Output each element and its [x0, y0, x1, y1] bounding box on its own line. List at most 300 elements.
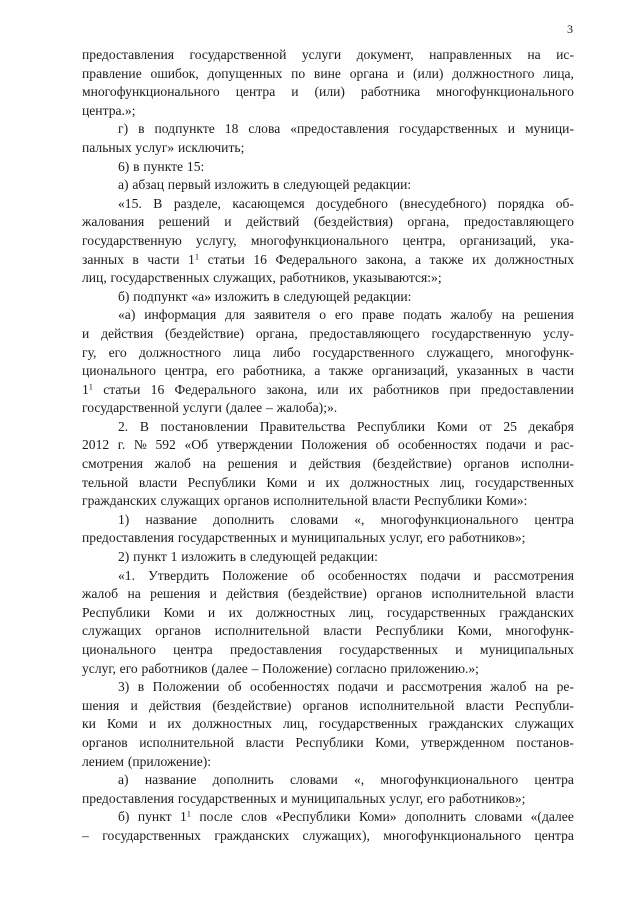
- word: Федерального: [275, 251, 358, 267]
- word: (внесудебного): [399, 195, 487, 211]
- word: исполнительной: [273, 493, 369, 509]
- word: ционального: [82, 363, 156, 379]
- word: подать: [403, 307, 442, 323]
- word: дополнить: [212, 772, 274, 788]
- word: центра: [173, 642, 213, 657]
- word: шения: [82, 697, 120, 713]
- word: многофункционального: [250, 232, 389, 248]
- word: в: [133, 158, 140, 174]
- word: г): [118, 121, 129, 137]
- word: ционального: [82, 642, 156, 657]
- word: (бездействия): [313, 214, 393, 230]
- text-line: [82, 418, 574, 437]
- text-line: [82, 102, 574, 121]
- word: $1^1$: [179, 808, 191, 825]
- word: предоставления: [229, 642, 322, 657]
- word: государственных: [398, 121, 498, 137]
- word: предоставляющего: [463, 214, 574, 230]
- word: статьи: [103, 381, 141, 397]
- word: гражданских: [428, 716, 504, 732]
- word: Коми: [266, 474, 298, 490]
- word: государственных: [318, 716, 418, 732]
- text-line: [82, 139, 574, 158]
- word: и: [386, 679, 394, 695]
- word: государственной: [82, 400, 179, 416]
- word: его: [108, 344, 127, 360]
- word: при: [449, 381, 471, 397]
- text-line: [82, 678, 574, 697]
- word: пункт: [133, 549, 167, 565]
- text-line: [82, 548, 574, 567]
- word: решений: [158, 214, 210, 230]
- word: Республи-: [515, 697, 574, 713]
- word: предоставления: [82, 47, 175, 62]
- word: изложить: [214, 288, 270, 304]
- word: их: [472, 251, 487, 267]
- word: о: [319, 307, 327, 323]
- word: согласно: [336, 660, 387, 676]
- word: также: [329, 363, 364, 379]
- word: слова: [248, 121, 281, 137]
- word: указанных: [456, 363, 519, 379]
- word: решения: [523, 307, 574, 323]
- word: «а»: [191, 288, 211, 304]
- text-line: [82, 734, 574, 753]
- word: служащего,: [426, 344, 494, 360]
- word: особенностях: [327, 567, 408, 583]
- word: жалоб: [154, 456, 191, 472]
- word: исполнительной: [139, 734, 235, 750]
- word: работников,: [279, 270, 350, 286]
- word: «15.: [118, 195, 142, 211]
- word: многофунк-: [505, 344, 574, 360]
- text-line: [82, 511, 574, 530]
- word: государственных: [339, 642, 439, 657]
- word: власти: [138, 474, 178, 490]
- word: постанов-: [516, 734, 574, 750]
- word: дополнить: [404, 809, 467, 825]
- word: редакции:: [353, 288, 412, 304]
- word: его: [427, 530, 446, 546]
- word: должностных: [494, 251, 574, 267]
- word: многофункционального: [82, 84, 220, 100]
- word: Коми»: [358, 809, 397, 825]
- text-line: [82, 808, 574, 827]
- word: Республики: [295, 734, 364, 750]
- word: В: [153, 195, 163, 211]
- word: в: [526, 363, 534, 379]
- word: Положение: [222, 567, 288, 583]
- word: и: [280, 790, 288, 806]
- word: название: [145, 511, 197, 527]
- word: Положение): [262, 660, 333, 676]
- text-line: [82, 567, 574, 586]
- word: части: [147, 251, 180, 267]
- word: лица,: [543, 65, 574, 81]
- word: служащих: [82, 623, 142, 639]
- word: для: [225, 307, 246, 323]
- word: «,: [353, 772, 365, 788]
- word: В: [139, 418, 149, 434]
- word: их: [228, 604, 243, 620]
- word: особенностях: [249, 679, 330, 695]
- word: вине: [313, 65, 341, 81]
- word: власти: [245, 734, 284, 750]
- scan-speck: [516, 806, 518, 807]
- word: информация: [144, 307, 217, 323]
- word: приложению.»;: [390, 660, 479, 676]
- text-line: [82, 622, 574, 641]
- text-line: [82, 195, 574, 214]
- text-line: [82, 790, 574, 809]
- word: первый: [167, 177, 211, 193]
- word: б): [118, 288, 130, 304]
- word: пальных: [82, 139, 132, 155]
- word: власти: [465, 697, 504, 713]
- word: предоставления: [82, 530, 175, 546]
- word: $1^1$: [82, 381, 94, 397]
- word: –: [251, 660, 259, 676]
- word: действия: [149, 697, 202, 713]
- word: $1^1$: [188, 250, 200, 267]
- word: органов: [82, 734, 128, 750]
- word: подпункт: [133, 288, 188, 304]
- word: органов: [223, 493, 270, 509]
- word: смотрения: [82, 456, 143, 472]
- word: на: [534, 679, 549, 695]
- word: Республики: [356, 418, 426, 434]
- word: занных: [82, 251, 124, 267]
- word: (бездействие): [287, 586, 367, 602]
- word: «а): [118, 307, 136, 323]
- word: на: [202, 456, 216, 472]
- word: Республики: [82, 604, 151, 620]
- text-line: [82, 827, 574, 846]
- word: и: [455, 642, 463, 657]
- text-line: [82, 65, 574, 84]
- word: и: [473, 567, 481, 583]
- word: части: [541, 363, 574, 379]
- word: и: [396, 65, 405, 81]
- word: лиц,: [348, 604, 374, 620]
- word: государственную: [431, 325, 532, 341]
- word: в: [239, 549, 247, 565]
- word: –: [266, 400, 273, 416]
- word: следующей: [283, 288, 350, 304]
- word: услугу,: [195, 232, 237, 248]
- word: служащих,: [213, 270, 276, 286]
- word: статьи: [207, 251, 245, 267]
- word: после: [199, 809, 233, 825]
- word: рассмотрения: [402, 679, 482, 695]
- word: порядка: [497, 195, 545, 211]
- word: работника,: [242, 363, 306, 379]
- word: «1.: [118, 567, 135, 583]
- word: об-: [555, 195, 574, 211]
- word: должностных: [350, 474, 430, 490]
- word: ука-: [550, 232, 574, 248]
- word: 3): [118, 679, 130, 695]
- word: и: [291, 84, 299, 100]
- word: Коми: [107, 716, 138, 732]
- word: лиц,: [82, 270, 107, 286]
- word: 25: [503, 418, 517, 434]
- word: должностных: [192, 716, 272, 732]
- word: действия: [226, 586, 279, 602]
- word: –: [82, 827, 89, 843]
- word: работников»;: [448, 530, 526, 546]
- word: решения: [227, 456, 278, 472]
- word: Коми»:: [485, 493, 528, 509]
- text-line: [82, 83, 574, 102]
- word: утверждении: [216, 437, 293, 453]
- word: название: [144, 772, 197, 788]
- word: Республики: [375, 623, 444, 639]
- word: исключить;: [178, 139, 245, 155]
- word: рас-: [550, 437, 574, 453]
- word: на: [527, 47, 541, 62]
- word: ре-: [556, 679, 574, 695]
- word: центра,: [402, 232, 446, 248]
- word: государственной: [189, 47, 287, 62]
- word: и: [289, 456, 297, 472]
- word: исполнительной: [431, 586, 527, 602]
- word: лиц,: [283, 716, 308, 732]
- text-line: [82, 251, 574, 270]
- word: гражданских: [82, 493, 157, 509]
- word: государственную: [82, 232, 182, 248]
- word: должностных: [256, 604, 336, 620]
- word: абзац: [132, 177, 164, 193]
- word: исполнительной: [214, 623, 310, 639]
- word: б): [118, 809, 130, 825]
- word: органов: [302, 697, 349, 713]
- word: Положения: [301, 437, 368, 453]
- word: изложить: [214, 177, 270, 193]
- text-line: [82, 232, 574, 251]
- word: словами: [289, 772, 338, 788]
- word: их: [325, 474, 340, 490]
- word: центра: [534, 511, 574, 527]
- text-line: [82, 306, 574, 325]
- text-line: [82, 381, 574, 400]
- word: 6): [118, 158, 130, 174]
- word: и: [209, 586, 217, 602]
- word: или: [317, 381, 339, 397]
- word: в: [273, 288, 280, 304]
- word: гражданских: [214, 827, 290, 843]
- word: а): [118, 772, 129, 788]
- word: муници-: [524, 121, 574, 137]
- word: гу,: [82, 344, 97, 360]
- word: особенностях: [397, 437, 478, 453]
- word: Коми,: [375, 734, 410, 750]
- word: лиц,: [439, 474, 465, 490]
- word: направленных: [429, 47, 512, 62]
- text-line: [82, 660, 574, 679]
- text-line: [82, 585, 574, 604]
- word: жалоб: [82, 586, 119, 602]
- text-line: [82, 492, 574, 511]
- text-line: [82, 474, 574, 493]
- word: государственных: [475, 474, 574, 490]
- word: Положении: [152, 679, 220, 695]
- word: об: [375, 437, 390, 453]
- word: а: [414, 251, 422, 267]
- document-body: [82, 46, 574, 846]
- word: и: [534, 437, 542, 453]
- word: 2012: [82, 437, 110, 453]
- word: органов: [463, 456, 510, 472]
- word: работников: [373, 381, 440, 397]
- word: центра,: [164, 363, 208, 379]
- word: также: [429, 251, 464, 267]
- word: допущенных: [207, 65, 283, 81]
- text-line: [82, 399, 574, 418]
- word: должностного: [452, 65, 535, 81]
- word: органа,: [255, 325, 298, 341]
- word: жалоб: [490, 679, 527, 695]
- word: Республики: [187, 474, 256, 490]
- word: ис-: [556, 47, 574, 62]
- word: исполни-: [520, 456, 574, 472]
- word: Коми: [436, 418, 468, 434]
- word: органов: [155, 623, 201, 639]
- text-line: [82, 120, 574, 139]
- page-number: 3: [567, 22, 573, 36]
- word: следующей: [249, 549, 317, 565]
- word: жалобу: [450, 307, 493, 323]
- word: подпункте: [154, 121, 215, 137]
- word: и: [224, 214, 232, 230]
- word: работников: [141, 660, 208, 676]
- word: «Об: [184, 437, 208, 453]
- word: и: [507, 121, 515, 137]
- text-line: [82, 269, 574, 288]
- word: действий: [246, 214, 300, 230]
- word: должностного: [138, 344, 222, 360]
- word: исполнительной: [359, 697, 455, 713]
- word: государственных: [102, 827, 201, 843]
- word: правление: [82, 65, 142, 81]
- word: центра: [534, 772, 574, 788]
- word: его: [216, 363, 235, 379]
- word: власти: [535, 586, 574, 602]
- text-line: [82, 455, 574, 474]
- word: закона,: [365, 251, 407, 267]
- text-line: [82, 771, 574, 790]
- word: центра: [534, 827, 574, 843]
- text-line: [82, 753, 574, 772]
- word: жалоба);».: [276, 400, 338, 416]
- word: служащих),: [302, 827, 370, 843]
- word: 2): [118, 549, 130, 565]
- word: документ,: [356, 47, 414, 62]
- word: (или): [314, 84, 345, 100]
- word: государственных: [110, 270, 210, 286]
- word: на: [127, 586, 141, 602]
- word: 16: [253, 251, 267, 267]
- word: работников»;: [448, 790, 526, 806]
- word: предоставления: [82, 790, 175, 806]
- word: ки: [82, 716, 96, 732]
- word: в: [273, 177, 280, 193]
- word: ошибок,: [150, 65, 199, 81]
- word: праве: [361, 307, 395, 323]
- word: многофункционального: [383, 827, 522, 843]
- word: декабря: [528, 418, 574, 434]
- word: и: [307, 474, 315, 490]
- word: касающемся: [232, 195, 305, 211]
- word: услу-: [542, 325, 574, 341]
- word: и: [148, 716, 157, 732]
- text-line: [82, 158, 574, 177]
- word: многофункционального: [380, 772, 519, 788]
- text-line: [82, 213, 574, 232]
- word: а): [118, 177, 129, 193]
- word: услуг,: [389, 530, 424, 546]
- word: (бездействие): [212, 697, 292, 713]
- word: Коми,: [457, 623, 492, 639]
- word: об: [300, 567, 315, 583]
- word: его: [427, 790, 446, 806]
- word: дополнить: [213, 511, 275, 527]
- word: утвержденном: [420, 734, 505, 750]
- word: действия: [101, 325, 154, 341]
- word: и: [82, 325, 90, 341]
- word: услуг,: [389, 790, 424, 806]
- word: служащих: [160, 493, 220, 509]
- word: многофункционального: [380, 511, 519, 527]
- word: 18: [224, 121, 239, 137]
- word: организаций,: [371, 363, 449, 379]
- word: №: [133, 437, 147, 453]
- word: гражданских: [499, 604, 574, 620]
- word: слов: [241, 809, 268, 825]
- word: государственных: [177, 790, 277, 806]
- word: тельной: [82, 474, 129, 490]
- word: заявителя: [253, 307, 311, 323]
- word: об: [227, 679, 242, 695]
- text-line: [82, 176, 574, 195]
- word: а: [314, 363, 321, 379]
- word: редакции:: [353, 177, 412, 193]
- word: услуг»: [135, 139, 175, 155]
- word: государственных: [387, 604, 486, 620]
- word: организаций,: [459, 232, 537, 248]
- word: пункт: [137, 809, 172, 825]
- word: органа,: [407, 214, 450, 230]
- word: в: [138, 121, 145, 137]
- word: досудебного: [316, 195, 388, 211]
- word: 1): [118, 511, 130, 527]
- word: в: [137, 679, 145, 695]
- word: действия: [308, 456, 361, 472]
- text-line: [82, 46, 574, 65]
- word: муниципальных: [479, 642, 574, 657]
- word: и: [207, 604, 216, 620]
- word: органов: [376, 586, 423, 602]
- word: от: [479, 418, 492, 434]
- text-line: [82, 288, 574, 307]
- word: закона,: [266, 381, 308, 397]
- word: постановлении: [160, 418, 249, 434]
- word: (бездействие): [165, 325, 245, 341]
- word: власти: [323, 623, 362, 639]
- word: предоставляющего: [309, 325, 420, 341]
- word: центра: [235, 84, 276, 100]
- word: разделе,: [173, 195, 221, 211]
